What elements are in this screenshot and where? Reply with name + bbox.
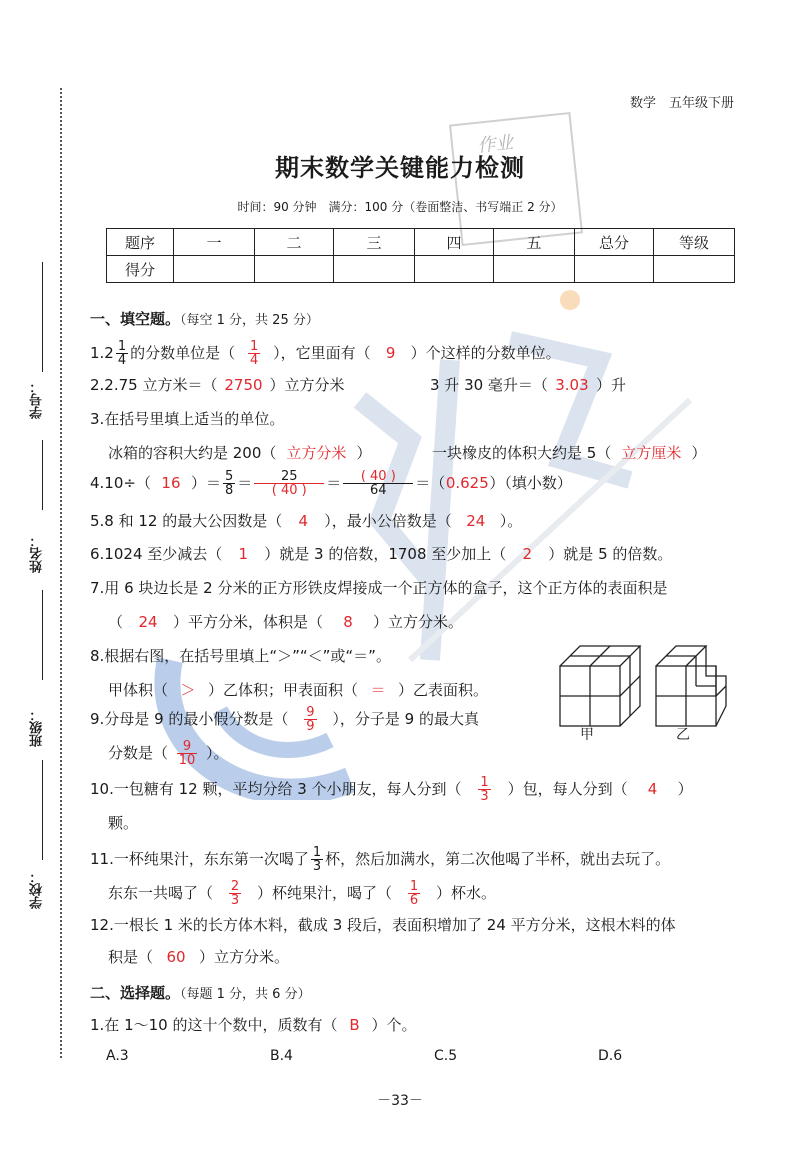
class-line: [42, 760, 43, 860]
q1-text: ）个这样的分数单位。: [410, 344, 561, 362]
q4-text: 4.10÷（: [90, 474, 151, 492]
q12-text: 积是（: [108, 948, 154, 966]
section2-heading: [90, 982, 311, 1003]
question-9b: [108, 740, 229, 767]
class-label: 班级：: [30, 708, 45, 747]
question-8: 8.根据右图，在括号里填上“＞”“＜”或“＝”。: [90, 647, 391, 665]
q11-fraction: [311, 846, 323, 873]
equals-sign: ＝: [326, 474, 342, 492]
q9-text: ）。: [206, 744, 229, 762]
q10-text: ）包，每人分到（: [507, 780, 628, 798]
q5-answer-1[interactable]: 4: [298, 512, 309, 530]
score-table-score-row: [107, 256, 735, 283]
q7-answer-1[interactable]: 24: [138, 613, 158, 631]
q9-text: 9.分母是 9 的最小假分数是（: [90, 710, 289, 728]
q3-answer-2[interactable]: 立方厘米: [621, 444, 682, 462]
frac-num: 1: [312, 845, 322, 860]
question-3b: [432, 442, 706, 463]
binding-dotted-line: [60, 88, 62, 1058]
question-12: 12.一根长 1 米的长方体木料，截成 3 段后，表面积增加了 24 平方分米，这根木料的体: [90, 916, 676, 934]
score-table: [106, 228, 735, 283]
q11-text: ）杯水。: [436, 884, 497, 902]
frac-den: 8: [224, 483, 234, 498]
score-cell[interactable]: [654, 256, 735, 283]
table-cell: 二: [255, 229, 334, 256]
q3-text: 一块橡皮的体积大约是 5（: [432, 444, 612, 462]
question-3a: [108, 442, 371, 463]
q1-fraction: [116, 340, 128, 367]
student-no-label: 学号：: [30, 380, 45, 419]
frac-num: 5: [224, 469, 234, 484]
answer-num: 2: [230, 879, 240, 894]
q1-frac-num: 1: [117, 339, 127, 354]
q12-text: ）立方分米。: [199, 948, 290, 966]
section2-note: （每题 1 分，共 6 分）: [180, 987, 311, 1002]
name-line: [42, 590, 43, 680]
q4-answer-1[interactable]: 16: [161, 474, 181, 492]
q6-text: ）就是 5 的倍数。: [548, 545, 673, 563]
mc1-answer[interactable]: B: [349, 1016, 360, 1034]
mc-question-1: [90, 1014, 417, 1035]
answer-den: 4: [250, 353, 259, 368]
q8-text: ）乙体积；甲表面积（: [208, 681, 359, 699]
student-no-line: [42, 262, 43, 372]
table-cell: 等级: [654, 229, 735, 256]
q10-answer-1[interactable]: [464, 776, 506, 803]
cube-figure-b: [656, 646, 726, 726]
q5-text: ），最小公倍数是（: [324, 512, 452, 530]
section1-title: 一、填空题。: [90, 310, 181, 328]
question-7b: [108, 611, 463, 632]
table-cell: 总分: [575, 229, 654, 256]
q6-answer-1[interactable]: 1: [238, 545, 249, 563]
question-10: [90, 776, 693, 803]
q11-answer-1[interactable]: [215, 880, 255, 907]
section2-title: 二、选择题。: [90, 984, 181, 1002]
school-label: 学校：: [30, 870, 45, 909]
score-table-header-row: [107, 229, 735, 256]
table-cell: 三: [334, 229, 415, 256]
q3-text: ）: [691, 444, 707, 462]
question-5: [90, 510, 522, 531]
q4-answer-4[interactable]: 0.625: [445, 474, 489, 492]
mc1-option-b[interactable]: B.4: [270, 1048, 293, 1064]
q9-answer-1[interactable]: [290, 706, 330, 733]
q2-answer-2[interactable]: 3.03: [555, 376, 589, 394]
table-cell: 五: [494, 229, 575, 256]
q5-text: ）。: [499, 512, 523, 530]
answer-num: 9: [182, 739, 192, 754]
q11-text: 11.一杯纯果汁，东东第一次喝了: [90, 850, 309, 868]
q7-text: ）平方分米，体积是（: [173, 613, 324, 631]
answer-den: 9: [306, 719, 315, 734]
q4-fraction-2: [254, 470, 324, 497]
question-9: [90, 706, 479, 733]
figure-label-b: 乙: [676, 727, 690, 743]
q12-answer-1[interactable]: 60: [166, 948, 186, 966]
q4-answer-3[interactable]: ( 40 ): [360, 469, 396, 484]
table-cell: 一: [174, 229, 255, 256]
question-8b: [108, 679, 488, 700]
q11-text: 杯，然后加满水，第二次他喝了半杯，就出去玩了。: [325, 850, 671, 868]
q7-answer-2[interactable]: 8: [343, 613, 353, 631]
table-cell: 四: [415, 229, 494, 256]
score-cell[interactable]: [255, 256, 334, 283]
table-cell: 题序: [107, 229, 174, 256]
q9-answer-2[interactable]: [170, 740, 204, 767]
section1-note: （每空 1 分，共 25 分）: [180, 313, 319, 328]
question-1: [90, 340, 561, 367]
q1-text: ），它里面有（: [273, 344, 371, 362]
answer-den: 3: [480, 789, 489, 804]
answer-num: 1: [250, 339, 259, 354]
q1-text: 的分数单位是（: [130, 344, 236, 362]
q2-text: ）升: [595, 376, 626, 394]
q10-text: ）: [677, 780, 693, 798]
q2-text: ）立方分米: [269, 376, 345, 394]
question-7: 7.用 6 块边长是 2 分米的正方形铁皮焊接成一个正方体的盒子，这个正方体的表面积是: [90, 579, 668, 597]
answer-den: 10: [178, 753, 196, 768]
q9-text: 分数是（: [108, 744, 169, 762]
q6-answer-2[interactable]: 2: [522, 545, 533, 563]
q1-text: 1.2: [90, 344, 114, 362]
q3-text: ）: [356, 444, 372, 462]
score-cell[interactable]: [334, 256, 415, 283]
q11-text: 东东一共喝了（: [108, 884, 214, 902]
question-3: 3.在括号里填上适当的单位。: [90, 410, 285, 428]
score-cell[interactable]: [174, 256, 255, 283]
q4-text: ＝（: [415, 474, 446, 492]
q3-text: 冰箱的容积大约是 200（: [108, 444, 277, 462]
q8-answer-1[interactable]: ＞: [180, 681, 196, 699]
q9-text: ），分子是 9 的最大真: [332, 710, 479, 728]
answer-num: 1: [409, 879, 419, 894]
name-label: 姓名：: [30, 534, 45, 573]
equals-sign: ＝: [237, 474, 253, 492]
question-4: [90, 470, 572, 497]
score-cell[interactable]: [575, 256, 654, 283]
question-12b: [108, 946, 289, 967]
q2-answer-1[interactable]: 2750: [224, 376, 263, 394]
question-11: [90, 846, 670, 873]
mc1-option-d[interactable]: D.6: [598, 1048, 623, 1064]
q11-answer-2[interactable]: [394, 880, 434, 907]
section1-heading: [90, 308, 319, 329]
q7-text: （: [108, 613, 124, 631]
q6-text: 6.1024 至少减去（: [90, 545, 223, 563]
q8-text: 甲体积（: [108, 681, 169, 699]
q1-answer-2[interactable]: 9: [385, 344, 396, 362]
answer-den: 6: [409, 893, 419, 908]
frac-den: 3: [312, 859, 322, 874]
mc1-text: ）个。: [371, 1016, 417, 1034]
q11-text: ）杯纯果汁，喝了（: [257, 884, 393, 902]
q4-answer-2[interactable]: ( 40 ): [254, 483, 324, 497]
score-cell[interactable]: [494, 256, 575, 283]
figure-label-a: 甲: [580, 727, 594, 743]
cube-figure-a: [560, 646, 640, 726]
q10-answer-2[interactable]: 4: [647, 780, 658, 798]
q8-text: ）乙表面积。: [398, 681, 489, 699]
question-10b: 颗。: [108, 814, 139, 832]
q3-answer-1[interactable]: 立方分米: [286, 444, 347, 462]
mc1-text: 1.在 1～10 的这十个数中，质数有（: [90, 1016, 338, 1034]
answer-num: 9: [306, 705, 315, 720]
q5-text: 5.8 和 12 的最大公因数是（: [90, 512, 283, 530]
question-2b: [430, 374, 626, 395]
page-number: －33－: [377, 1093, 423, 1109]
stamp-text: 作业: [476, 132, 515, 157]
question-6: [90, 543, 672, 564]
question-2: [90, 374, 345, 395]
page-title: 期末数学关键能力检测: [275, 154, 525, 182]
question-11b: [108, 880, 496, 907]
q2-text: 3 升 30 毫升＝（: [430, 376, 548, 394]
frac-num: 25: [281, 469, 298, 484]
q5-answer-2[interactable]: 24: [466, 512, 486, 530]
q4-text: ）（填小数）: [489, 474, 572, 492]
q1-answer-1[interactable]: [237, 340, 271, 367]
q4-fraction-1: [223, 470, 235, 497]
q2-text: 2.2.75 立方米＝（: [90, 376, 218, 394]
q8-answer-2[interactable]: ＝: [370, 681, 386, 699]
q1-frac-den: 4: [117, 353, 127, 368]
exam-info: 时间：90 分钟 满分：100 分（卷面整洁、书写端正 2 分）: [237, 200, 563, 214]
q4-fraction-3: [343, 470, 413, 497]
q10-text: 10.一包糖有 12 颗，平均分给 3 个小朋友，每人分到（: [90, 780, 462, 798]
q4-text: ）＝: [190, 474, 221, 492]
answer-num: 1: [480, 775, 489, 790]
score-cell[interactable]: [415, 256, 494, 283]
mc1-option-a[interactable]: A.3: [106, 1048, 129, 1064]
name-line-top: [42, 440, 43, 510]
q6-text: ）就是 3 的倍数，1708 至少加上（: [264, 545, 507, 563]
q7-text: ）立方分米。: [373, 613, 464, 631]
answer-den: 3: [230, 893, 240, 908]
subject-header: 数学 五年级下册: [629, 96, 734, 111]
frac-den: 64: [343, 483, 413, 497]
table-cell: 得分: [107, 256, 174, 283]
mc1-option-c[interactable]: C.5: [434, 1048, 458, 1064]
